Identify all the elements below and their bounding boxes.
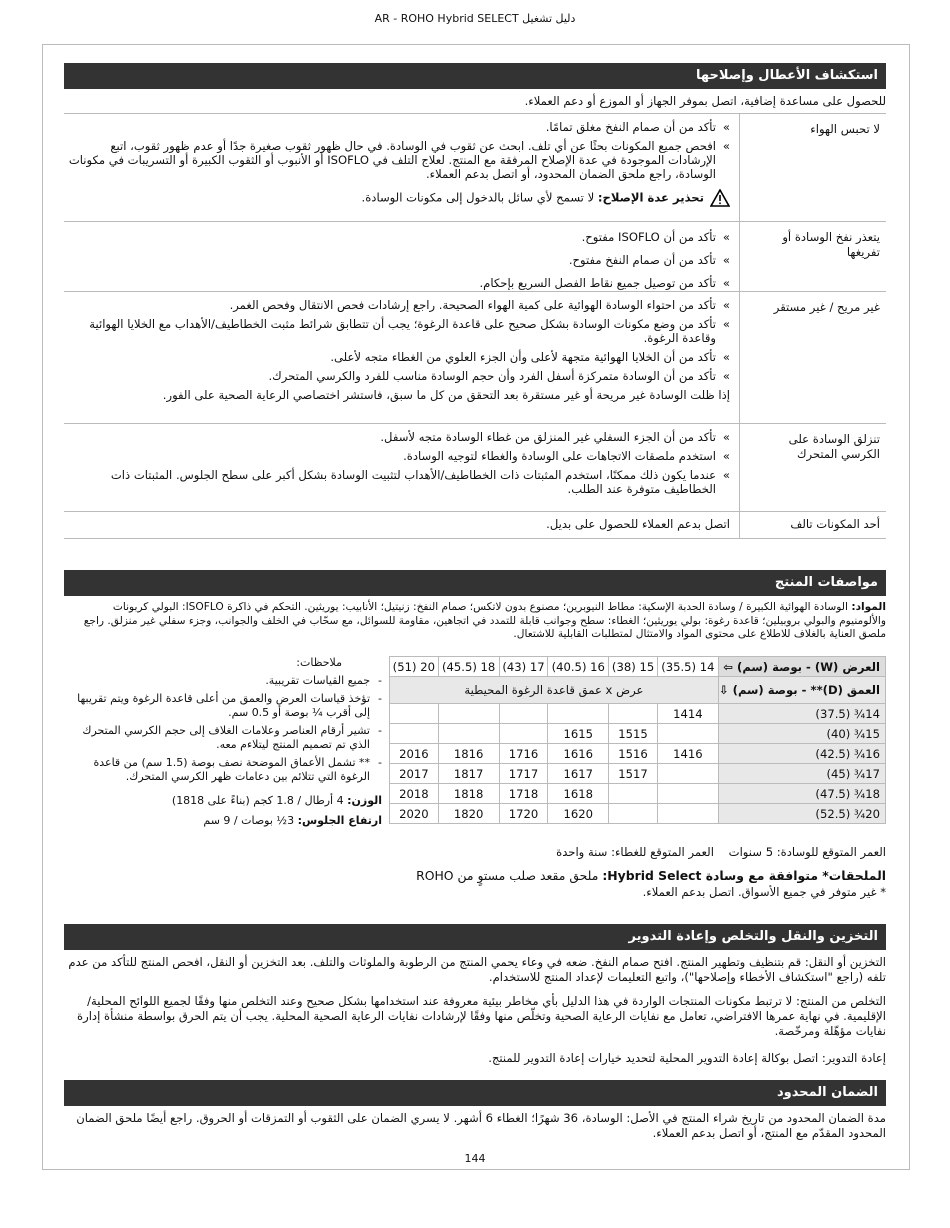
note-item: - جميع القياسات تقريبية. — [64, 674, 382, 688]
life-expectancy: العمر المتوقع للوسادة: 5 سنوات العمر المتوقع للغطاء: سنة واحدة — [556, 845, 886, 859]
size-cell — [548, 704, 609, 724]
size-table — [389, 656, 886, 824]
trouble-label: غير مريح / غير مستقر — [773, 300, 880, 314]
trouble-bullet: » تأكد من أن صمام النفخ مغلق تمامًا. — [68, 120, 730, 134]
size-cell — [390, 724, 439, 744]
width-cell: 14 (35.5) — [657, 657, 718, 677]
table-row — [390, 784, 886, 804]
size-cell: 1717 — [499, 764, 548, 784]
weight: الوزن: 4 أرطال / 1.8 كجم (بناءً على 1818) — [171, 794, 382, 807]
size-cell: 1817 — [438, 764, 499, 784]
size-cell — [657, 804, 718, 824]
trouble-label: لا تحبس الهواء — [810, 122, 880, 136]
width-cell: 18 (45.5) — [438, 657, 499, 677]
trouble-bullet: » تأكد من وضع مكونات الوسادة بشكل صحيح على قاعدة الرغوة؛ يجب أن تتطابق شرائط مثبت الخطاطيف/الأهداب مع الخلايا الهوائية وقاعدة الرغوة. — [68, 317, 730, 345]
warranty-text: مدة الضمان المحدود من تاريخ شراء المنتج في الأصل: الوسادة، 36 شهرًا؛ الغطاء 6 أشهر. لا يسري الضمان على الثقوب أو التمزقات أو الحروق. راجع أيضًا ملحق الضمان المحدود المقدّم مع المنتج، أو اتصل بدعم العملاء. — [76, 1111, 886, 1140]
size-cell: 2020 — [390, 804, 439, 824]
size-cell: 1416 — [657, 744, 718, 764]
size-cell — [657, 784, 718, 804]
width-cell: 20 (51) — [390, 657, 439, 677]
warning-text: لا تسمح لأي سائل بالدخول إلى مكونات الوسادة. — [361, 190, 598, 205]
size-cell: 1818 — [438, 784, 499, 804]
size-cell — [499, 704, 548, 724]
size-cell: 1620 — [548, 804, 609, 824]
materials — [64, 601, 886, 642]
width-cell: 15 (38) — [609, 657, 658, 677]
depth-cell: 15¾ (40) — [718, 724, 885, 744]
specs-title: مواصفات المنتج — [64, 570, 886, 596]
size-cell: 1820 — [438, 804, 499, 824]
size-cell — [438, 704, 499, 724]
size-cell — [609, 784, 658, 804]
size-cell — [499, 724, 548, 744]
size-cell: 1515 — [609, 724, 658, 744]
warning-label: تحذير عدة الإصلاح: — [597, 190, 704, 205]
trouble-label: أحد المكونات تالف — [790, 517, 880, 531]
trouble-bullet: » افحص جميع المكونات بحثًا عن أي تلف. ابحث عن ثقوب في الوسادة. في حال ظهور ثقوب صغيرة جدًا أو عدم ظهور ثقوب، اتبع الإرشادات الموجودة في عدة الإصلاح المرفقة مع المنتج. لعلاج التلف في ISOFLO أو الأنبوب أو الثقوب الكبيرة أو التسريبات في مكونات الوسادة، راجع ملحق الضمان المحدود، أو اتصل بدعم العملاء. — [68, 139, 730, 181]
accessories: الملحقات* متوافقة مع وسادة Hybrid Select: ملحق مقعد صلب مستوٍ من ROHO — [416, 868, 886, 883]
materials-label: المواد: — [851, 601, 886, 613]
notes-title: ملاحظات: — [296, 656, 342, 669]
warning-icon — [710, 189, 730, 207]
note-item: - تشير أرقام العناصر وعلامات الغلاف إلى حجم الكرسي المتحرك الذي تم تصميم المنتج ليتلاءم معه. — [64, 724, 382, 752]
warning-line — [68, 189, 730, 207]
size-cell: 1618 — [548, 784, 609, 804]
width-header: العرض (W) - بوصة (سم) ⇦ — [718, 657, 885, 677]
trouble-label: تنزلق الوسادة على الكرسي المتحرك — [788, 432, 880, 461]
trouble-bullet: » تأكد من توصيل جميع نقاط الفصل السريع بإحكام. — [68, 276, 730, 290]
trouble-row — [64, 423, 886, 512]
trouble-bullet: » تأكد من أن ISOFLO مفتوح. — [68, 230, 730, 244]
size-cell: 1718 — [499, 784, 548, 804]
trouble-bullet: » استخدم ملصقات الاتجاهات على الوسادة والغطاء لتوجيه الوسادة. — [68, 449, 730, 463]
storage-title: التخزين والنقل والتخلص وإعادة التدوير — [64, 924, 886, 950]
size-cell: 2018 — [390, 784, 439, 804]
size-cell — [657, 764, 718, 784]
troubleshooting-intro: للحصول على مساعدة إضافية، اتصل بموفر الجهاز أو الموزع أو دعم العملاء. — [524, 94, 886, 108]
trouble-row — [64, 291, 886, 424]
trouble-row — [64, 511, 886, 539]
trouble-bullet: » تأكد من أن الخلايا الهوائية متجهة لأعلى وأن الجزء العلوي من الغطاء متجه لأعلى. — [68, 350, 730, 364]
size-cell — [609, 804, 658, 824]
size-cell — [390, 704, 439, 724]
table-subheader: عرض x عمق قاعدة الرغوة المحيطية — [390, 677, 719, 704]
size-cell: 1616 — [548, 744, 609, 764]
size-cell: 1617 — [548, 764, 609, 784]
width-cell: 16 (40.5) — [548, 657, 609, 677]
size-cell: 1517 — [609, 764, 658, 784]
size-cell — [438, 724, 499, 744]
size-cell — [609, 704, 658, 724]
size-cell: 1516 — [609, 744, 658, 764]
note-item: - تؤخذ قياسات العرض والعمق من أعلى قاعدة الرغوة ويتم تقريبها إلى أقرب ¼ بوصة أو 0.5 سم. — [64, 692, 382, 720]
page-number: 144 — [464, 1152, 486, 1165]
storage-transport: التخزين أو النقل: قم بتنظيف وتطهير المنتج. افتح صمام النفخ. ضعه في وعاء يحمي المنتج من الرطوبة والملوثات والتلف. بعد التخزين أو النقل، افحص المنتج للتأكد من عدم تلفه (راجع "استكشاف الأخطاء وإصلاحها")، واتبع التعليمات لإعداد المنتج للاستخدام. — [68, 955, 886, 984]
storage-recycling: إعادة التدوير: اتصل بوكالة إعادة التدوير المحلية لتحديد خيارات إعادة التدوير للمنتج. — [488, 1051, 886, 1065]
size-cell: 1720 — [499, 804, 548, 824]
size-cell: 2017 — [390, 764, 439, 784]
table-row — [390, 764, 886, 784]
availability-note: * غير متوفر في جميع الأسواق. اتصل بدعم العملاء. — [642, 885, 886, 899]
table-row — [390, 704, 886, 724]
depth-cell: 20¾ (52.5) — [718, 804, 885, 824]
depth-header: العمق (D)** - بوصة (سم) ⇩ — [718, 677, 885, 704]
trouble-bullet: » تأكد من أن الجزء السفلي غير المنزلق من غطاء الوسادة متجه لأسفل. — [68, 430, 730, 444]
depth-cell: 14¾ (37.5) — [718, 704, 885, 724]
materials-text: الوسادة الهوائية الكبيرة / وسادة الحدبة الإسكية: مطاط النيوبرين؛ مصنوع بدون لاتكس؛ صمام النفخ: زنيتيل؛ الأنابيب: يوريثين. التحكم في ذاكرة ISOFLO: البولي كربونات والألومنيوم والبولي بروبيلين؛ قاعدة رغوة: بولي يوريثين؛ الغطاء: سطح وجوانب قابلة للتمدد في اتجاهين، مقاومة للسوائل، مع سحّاب في الخلف والجوانب، وجزء سفلي غير منزلق. راجع ملصق العناية بالغلاف للاطلاع على محتوى المواد والامتثال لمتطلبات القابلية للاشتعال. — [83, 601, 886, 640]
trouble-bullet: » عندما يكون ذلك ممكنًا، استخدم المثبتات ذات الخطاطيف/الأهداب لتثبيت الوسادة بشكل أكبر على سطح الجلوس. المثبتات ذات الخطاطيف متوفرة عند الطلب. — [68, 468, 730, 496]
size-cell: 1615 — [548, 724, 609, 744]
size-cell: 1716 — [499, 744, 548, 764]
size-cell — [657, 724, 718, 744]
trouble-label: يتعذر نفخ الوسادة أو تفريغها — [782, 230, 880, 259]
trouble-text: اتصل بدعم العملاء للحصول على بديل. — [546, 517, 730, 531]
storage-disposal: التخلص من المنتج: لا ترتبط مكونات المنتجات الواردة في هذا الدليل بأي مخاطر بيئية معروفة عند استخدامها بشكل صحيح وعند التخلص منها وفقًا لجميع اللوائح المحلية/الإقليمية. في نهاية عمرها الافتراضي، تعامل مع نفايات الرعاية الصحية وتخلّص منها وفقًا لإرشادات نفايات الرعاية الصحية المحلية. يجب أن يتم الحرق بواسطة منشأة إدارة نفايات مؤهّلة ومرخّصة. — [77, 994, 886, 1038]
size-cell: 1816 — [438, 744, 499, 764]
arrow-down-icon: ⇩ — [718, 683, 729, 697]
trouble-row — [64, 113, 886, 222]
warranty-title: الضمان المحدود — [64, 1080, 886, 1106]
table-row — [390, 744, 886, 764]
size-cell: 2016 — [390, 744, 439, 764]
seat-height: ارتفاع الجلوس: 3½ بوصات / 9 سم — [203, 814, 382, 827]
arrow-left-icon: ⇦ — [723, 659, 733, 674]
depth-cell: 16¾ (42.5) — [718, 744, 885, 764]
trouble-bullet: » تأكد من احتواء الوسادة الهوائية على كمية الهواء الصحيحة. راجع إرشادات فحص الانتقال وفحص الغمر. — [68, 298, 730, 312]
page-header: AR - ROHO Hybrid SELECT دليل تشغيل — [374, 12, 576, 25]
trouble-bullet: » تأكد من أن الوسادة متمركزة أسفل الفرد وأن حجم الوسادة مناسب للفرد والكرسي المتحرك. — [68, 369, 730, 383]
table-row — [390, 724, 886, 744]
troubleshooting-title: استكشاف الأعطال وإصلاحها — [64, 63, 886, 89]
trouble-row — [64, 221, 886, 292]
depth-cell: 17¾ (45) — [718, 764, 885, 784]
spec-notes — [64, 656, 382, 828]
table-row — [390, 804, 886, 824]
width-cell: 17 (43) — [499, 657, 548, 677]
trouble-note: إذا ظلت الوسادة غير مريحة أو غير مستقرة بعد التحقق من كل ما سبق، فاستشر اختصاصي الرعاية الصحية على الفور. — [162, 388, 730, 402]
trouble-bullet: » تأكد من أن صمام النفخ مفتوح. — [68, 253, 730, 267]
note-item: - ** تشمل الأعماق الموضحة نصف بوصة (1.5 سم) من قاعدة الرغوة التي تتلائم بين دعامات ظهر الكرسي المتحرك. — [64, 756, 382, 784]
depth-cell: 18¾ (47.5) — [718, 784, 885, 804]
size-cell: 1414 — [657, 704, 718, 724]
